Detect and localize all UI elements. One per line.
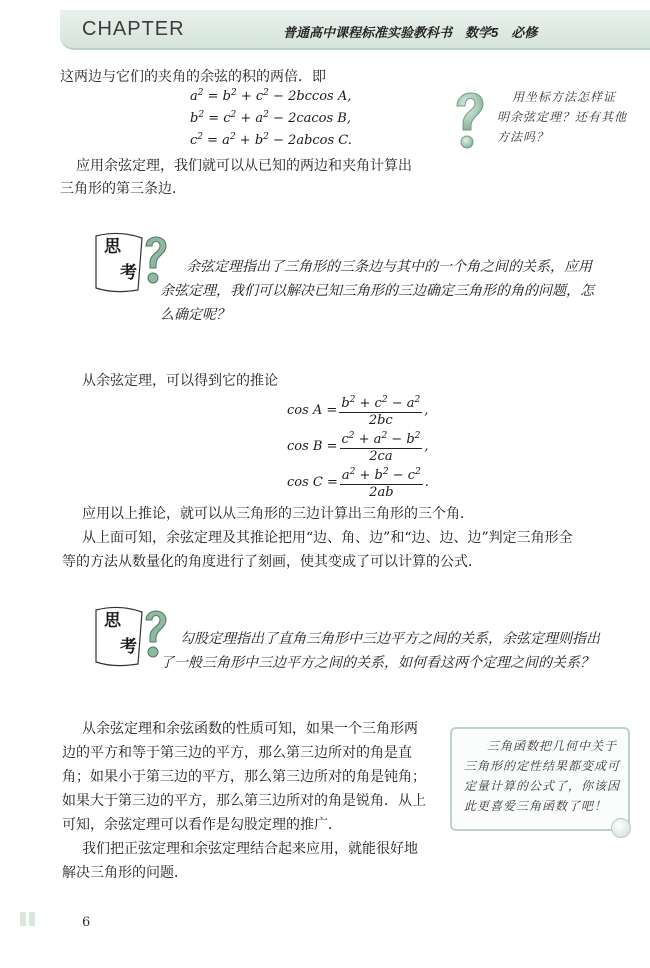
note-box-ornament [611,818,631,838]
side-note-line: 三角函数把几何中关于 [487,739,618,753]
conclusion-line: 可知，余弦定理可以看作是勾股定理的推广． [62,817,342,833]
think-line: 勾股定理指出了直角三角形中三边平方之间的关系，余弦定理则指出 [180,631,600,647]
corollary-para: 应用以上推论，就可以从三角形的三边计算出三角形的三个角． [82,506,474,522]
conclusion-line: 角；如果小于第三边的平方，那么第三边所对的角是钝角； [62,769,426,785]
page-corner-mark [20,912,42,926]
conclusion-line: 解决三角形的问题． [62,865,188,881]
formula-c: $c^2 = a^2 + b^2 - 2abcos$ C. [190,132,352,148]
para-line: 三角形的第三条边． [60,181,186,197]
think-char: 考 [120,637,137,657]
side-question-line: 用坐标方法怎样证 [512,90,617,104]
conclusion-line: 从余弦定理和余弦函数的性质可知，如果一个三角形两 [82,721,418,737]
think-line: 余弦定理，我们可以解决已知三角形的三边确定三角形的角的问题，怎 [160,283,594,299]
side-question-line: 明余弦定理？还有其他 [497,110,628,124]
side-note-line: 三角形的定性结果都变成可 [464,759,621,773]
think-line: 了一般三角形中三边平方之间的关系，如何看这两个定理之间的关系？ [160,655,594,671]
formula-b: $b^2 = c^2 + a^2 - 2cacos$ B, [190,110,351,126]
page-header [0,0,650,50]
question-mark-icon [449,84,489,154]
formula-cos-a: cos A = $\frac{b^2 + c^2 - a^2}{2bc}$ , [287,392,428,429]
think-line: 么确定呢？ [160,307,230,323]
corollary-intro: 从余弦定理，可以得到它的推论 [82,373,278,389]
side-note-line: 此更喜爱三角函数了吧！ [464,799,608,813]
intro-line: 这两边与它们的夹角的余弦的积的两倍．即 [60,69,326,85]
formula-a: $a^2 = b^2 + c^2 - 2bccos$ A, [190,88,352,104]
think-line: 余弦定理指出了三角形的三条边与其中的一个角之间的关系，应用 [186,259,592,275]
think-char: 思 [104,237,121,257]
corollary-para: 等的方法从数量化的角度进行了刻画，使其变成了可以计算的公式． [62,554,482,570]
side-note-line: 定量计算的公式了，你该因 [464,779,621,793]
conclusion-line: 如果大于第三边的平方，那么第三边所对的角是锐角．从上 [62,793,426,809]
para-line: 应用余弦定理，我们就可以从已知的两边和夹角计算出 [76,158,412,174]
side-question-line: 方法吗？ [497,130,550,144]
think-char: 思 [104,611,121,631]
chapter-label: CHAPTER [82,18,185,40]
book-title: 普通高中课程标准实验教科书 数学5 必修 [283,25,538,40]
formula-cos-b: cos B = $\frac{c^2 + a^2 - b^2}{2ca}$ , [287,428,429,465]
page-number: 6 [82,915,91,930]
conclusion-line: 边的平方和等于第三边的平方，那么第三边所对的角是直 [62,745,412,761]
corollary-para: 从上面可知，余弦定理及其推论把用“边、角、边”和“边、边、边”判定三角形全 [82,530,573,546]
conclusion-line: 我们把正弦定理和余弦定理结合起来应用，就能很好地 [82,841,418,857]
formula-cos-c: cos C = $\frac{a^2 + b^2 - c^2}{2ab}$ . [287,464,429,501]
think-char: 考 [120,263,137,283]
